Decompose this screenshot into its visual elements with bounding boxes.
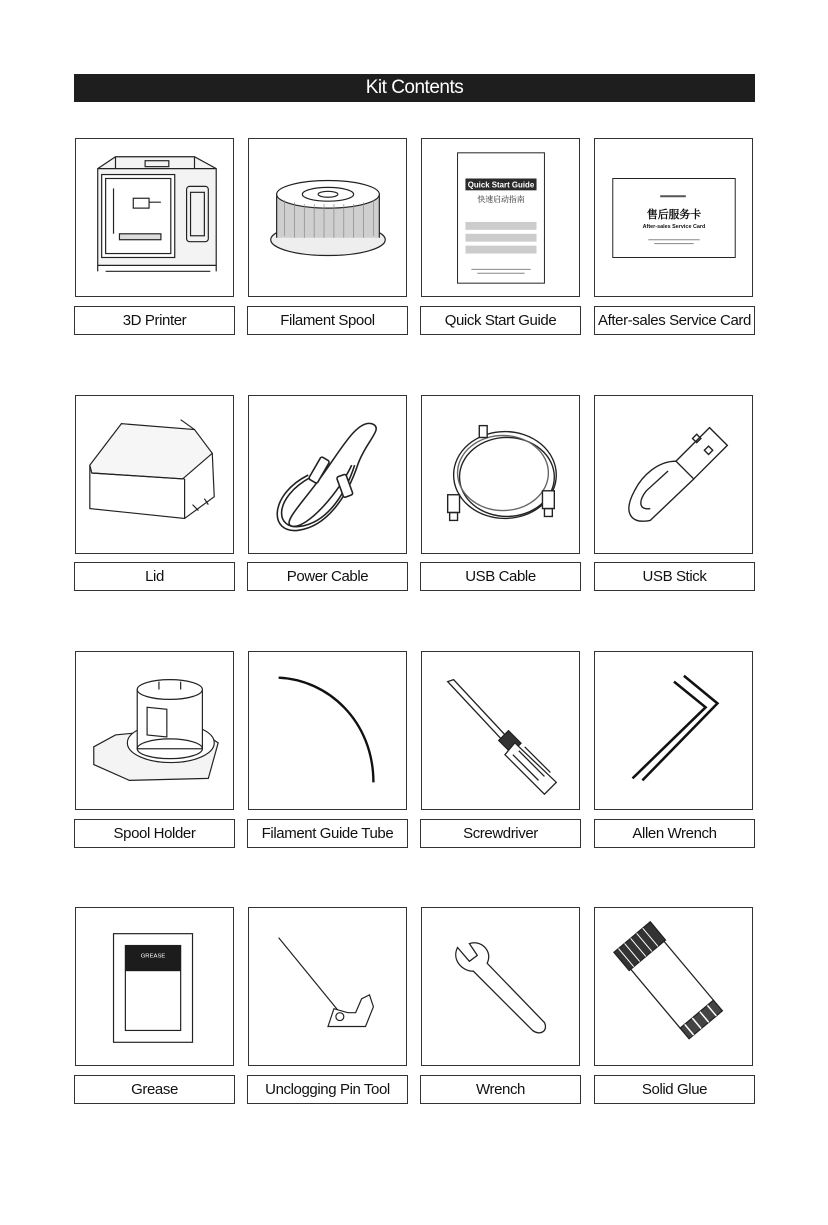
item-label: USB Cable [420, 562, 581, 591]
solid-glue-illustration [594, 907, 753, 1066]
printer-illustration [75, 138, 234, 297]
item-label: Solid Glue [594, 1075, 755, 1104]
usb-cable-illustration [421, 395, 580, 554]
filament-spool-illustration [248, 138, 407, 297]
power-cable-illustration [248, 395, 407, 554]
allen-wrench-illustration [594, 651, 753, 810]
guide-tube-illustration [248, 651, 407, 810]
item-label: Filament Guide Tube [247, 819, 408, 848]
item-label: Allen Wrench [594, 819, 755, 848]
service-card-illustration [594, 138, 753, 297]
service-card-title-en: After-sales Service Card [642, 223, 706, 230]
section-title: Kit Contents [74, 74, 755, 102]
service-card-title-cn: 售后服务卡 [646, 207, 702, 221]
item-label: Grease [74, 1075, 235, 1104]
wrench-illustration [421, 907, 580, 1066]
lid-illustration [75, 395, 234, 554]
guide-booklet-title: Quick Start Guide [467, 180, 535, 190]
item-label: Power Cable [247, 562, 408, 591]
item-label: Screwdriver [420, 819, 581, 848]
spool-holder-illustration [75, 651, 234, 810]
grease-illustration [75, 907, 234, 1066]
item-label: USB Stick [594, 562, 755, 591]
usb-stick-illustration [594, 395, 753, 554]
item-label: Unclogging Pin Tool [247, 1075, 408, 1104]
item-label: Lid [74, 562, 235, 591]
guide-booklet-title-cn: 快速启动指南 [477, 195, 525, 205]
item-label: 3D Printer [74, 306, 235, 335]
item-label: Filament Spool [247, 306, 408, 335]
item-label: Wrench [420, 1075, 581, 1104]
item-label: After-sales Service Card [594, 306, 755, 335]
quick-start-guide-illustration [421, 138, 580, 297]
item-label: Quick Start Guide [420, 306, 581, 335]
unclogging-pin-illustration [248, 907, 407, 1066]
screwdriver-illustration [421, 651, 580, 810]
item-label: Spool Holder [74, 819, 235, 848]
grease-packet-label: GREASE [140, 953, 166, 960]
